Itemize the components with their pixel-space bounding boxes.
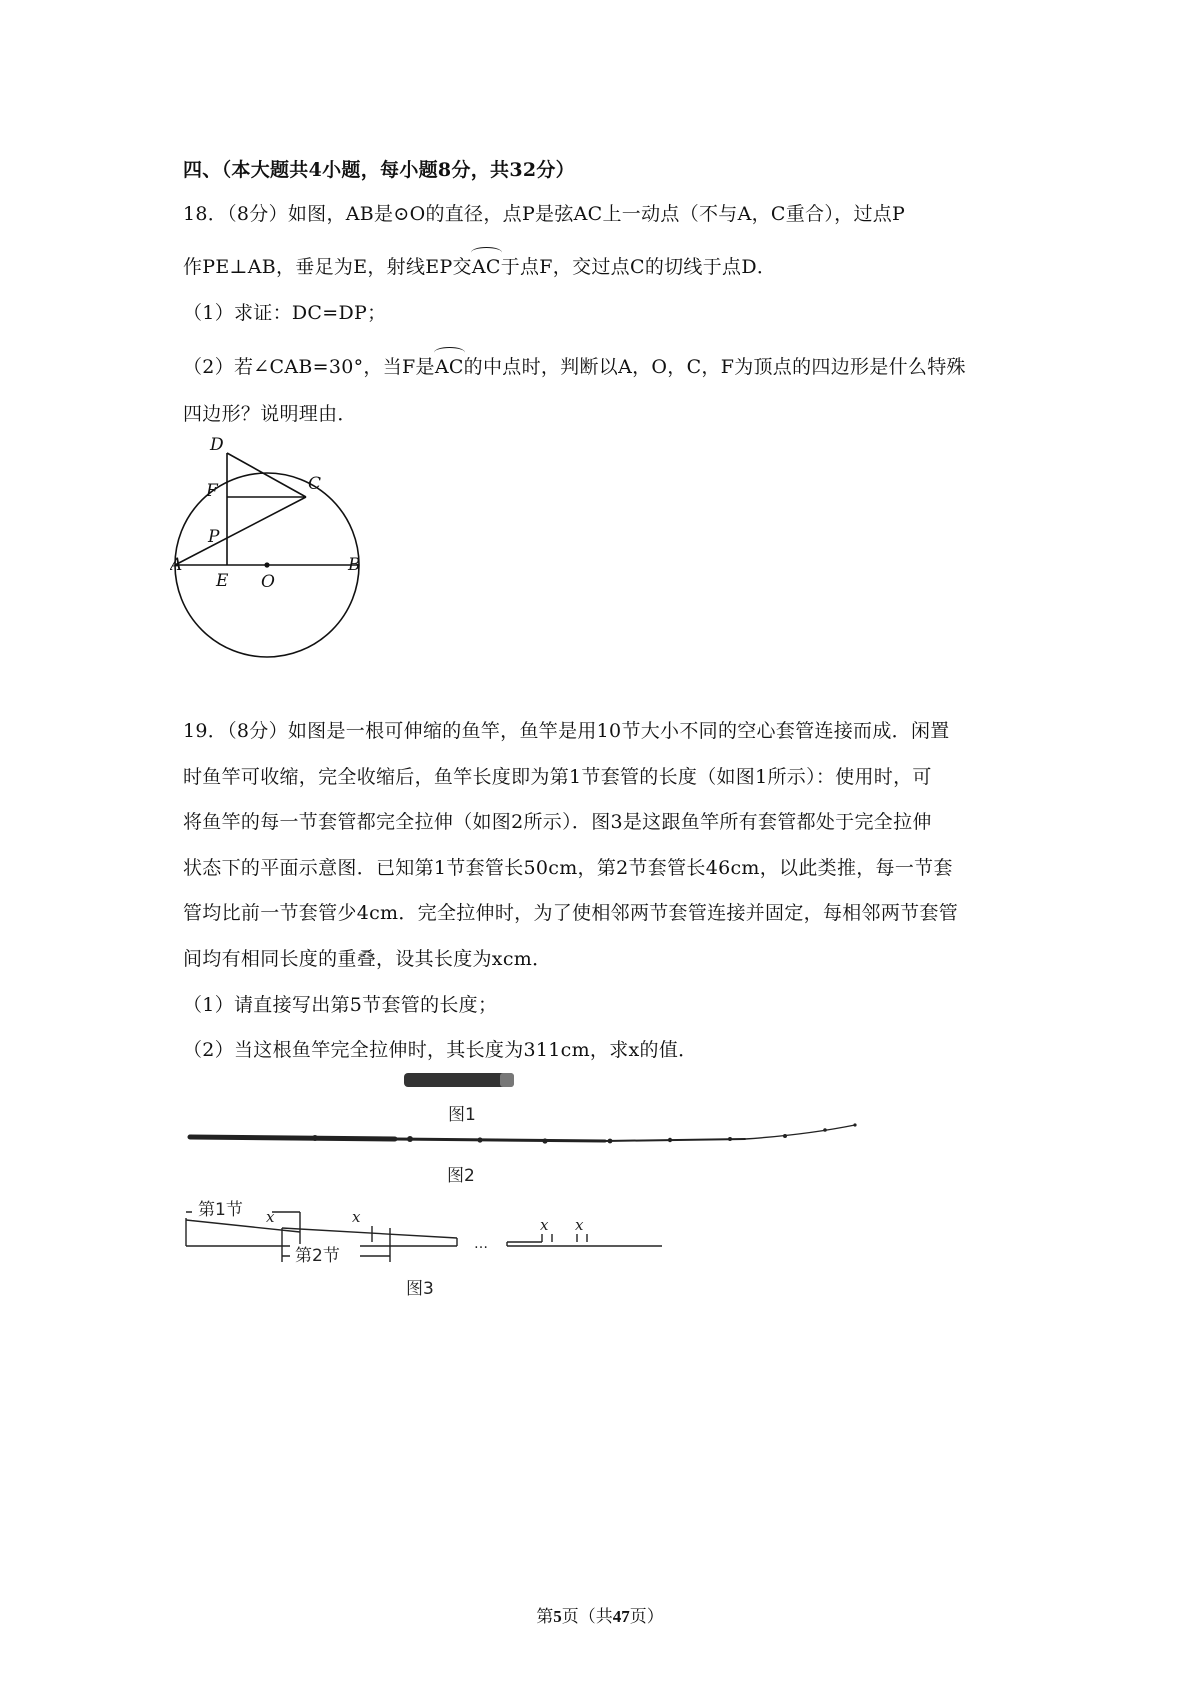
overlap-x-4: x: [575, 1216, 584, 1234]
q18-part-2: [183, 354, 966, 380]
q18-part-2-cont: 四边形？说明理由．: [183, 403, 357, 425]
q19-line-5: 管均比前一节套管少4cm．完全拉伸时，为了使相邻两节套管连接并固定，每相邻两节套管: [183, 902, 959, 924]
q19-part-2: （2）当这根鱼竿完全拉伸时，其长度为311cm，求x的值．: [183, 1039, 698, 1061]
q18-line-2: [183, 254, 776, 280]
arc-ac: AC: [471, 256, 501, 278]
q18-line-2-b: 于点F，交过点C的切线于点D．: [500, 256, 777, 278]
ellipsis: …: [474, 1236, 488, 1252]
figure-2-caption: 图2: [447, 1166, 475, 1186]
circle-geometry-figure: [170, 430, 400, 665]
figure-3-caption: 图3: [406, 1279, 434, 1299]
q18-part-2-a: （2）若∠CAB=30°，当F是: [183, 356, 435, 378]
label-d: D: [210, 435, 224, 455]
label-a: A: [170, 555, 183, 575]
q19-line-3: 将鱼竿的每一节套管都完全拉伸（如图2所示）．图3是这跟鱼竿所有套管都处于完全拉伸: [183, 811, 932, 833]
q19-line-1: 19．（8分）如图是一根可伸缩的鱼竿，鱼竿是用10节大小不同的空心套管连接而成．闲置: [183, 720, 950, 742]
q19-line-2: 时鱼竿可收缩，完全收缩后，鱼竿长度即为第1节套管的长度（如图1所示）：使用时，可: [183, 766, 932, 788]
section-1-label: 第1节: [198, 1200, 243, 1220]
q18-part-1: （1）求证：DC=DP；: [183, 302, 387, 324]
q19-part-1: （1）请直接写出第5节套管的长度；: [183, 994, 498, 1016]
figure-1-caption: 图1: [448, 1105, 476, 1125]
q18-line-1: 18．（8分）如图，AB是⊙O的直径，点P是弦AC上一动点（不与A，C重合），过点P: [183, 203, 906, 225]
q19-line-4: 状态下的平面示意图．已知第1节套管长50cm，第2节套管长46cm，以此类推，每一节套: [183, 857, 953, 879]
q18-part-2-b: 的中点时，判断以A，O，C，F为顶点的四边形是什么特殊: [463, 356, 966, 378]
page-total: 47: [612, 1607, 630, 1626]
label-o: O: [261, 572, 275, 592]
figure-2-extended-rod: [185, 1115, 865, 1190]
page-number: 5: [553, 1607, 562, 1626]
overlap-x-1: x: [266, 1208, 275, 1226]
center-point-o: [264, 562, 269, 567]
q19-line-6: 间均有相同长度的重叠，设其长度为xcm．: [183, 948, 552, 970]
page-footer: 第5页（共47页）: [536, 1607, 664, 1627]
tangent-dc: [227, 453, 306, 497]
overlap-x-2: x: [352, 1208, 361, 1226]
section-heading: 四、（本大题共4小题，每小题8分，共32分）: [183, 159, 575, 181]
arc-ac-2: AC: [434, 356, 464, 378]
label-p: P: [208, 527, 220, 547]
figure-3-schematic: [182, 1198, 682, 1308]
overlap-x-3: x: [540, 1216, 549, 1234]
label-f: F: [206, 481, 218, 501]
section-2-label: 第2节: [295, 1246, 340, 1266]
q18-line-2-a: 作PE⊥AB，垂足为E，射线EP交: [183, 256, 472, 278]
label-e: E: [216, 571, 229, 591]
collapsed-rod: [404, 1073, 514, 1087]
label-c: C: [308, 474, 322, 494]
label-b: B: [348, 555, 361, 575]
